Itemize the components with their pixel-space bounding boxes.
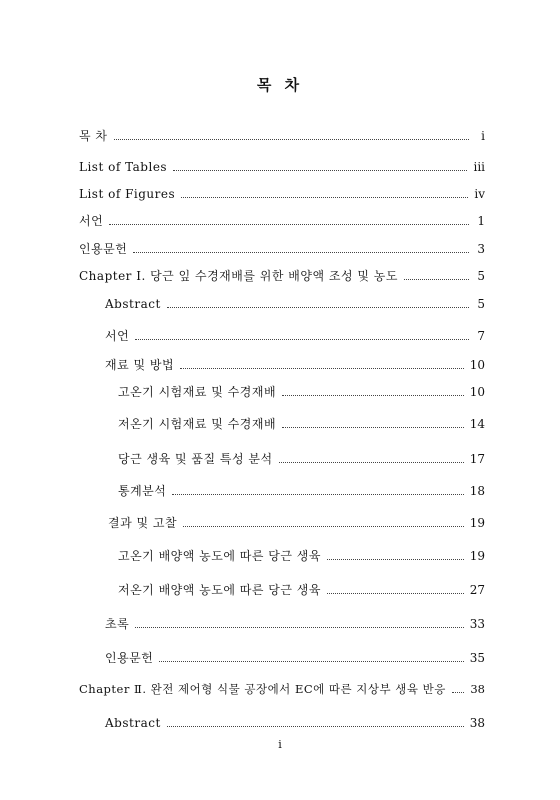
dot-leader — [181, 187, 468, 198]
toc-entry-page: 19 — [469, 549, 485, 563]
toc-entry-label: List of Figures — [79, 187, 176, 201]
toc-entry[interactable] — [79, 268, 485, 284]
dot-leader — [167, 297, 469, 308]
toc-entry[interactable] — [118, 416, 485, 432]
dot-leader — [183, 516, 464, 527]
toc-entry-page: 17 — [469, 452, 485, 466]
toc-entry[interactable] — [118, 548, 485, 564]
toc-entry[interactable] — [118, 384, 485, 400]
toc-entry[interactable] — [79, 213, 485, 229]
toc-entry-page: 27 — [469, 583, 485, 597]
dot-leader — [282, 385, 464, 396]
dot-leader — [173, 160, 467, 171]
toc-entry-label: 서언 — [79, 214, 104, 228]
toc-entry-label: 서언 — [105, 329, 130, 343]
toc-entry-page: 35 — [469, 651, 485, 665]
dot-leader — [172, 484, 463, 495]
toc-entry-page: iv — [474, 187, 485, 201]
toc-entry[interactable] — [79, 159, 485, 175]
toc-entry-page: 14 — [469, 417, 485, 431]
toc-entry-label: 초록 — [105, 617, 130, 631]
toc-entry[interactable] — [118, 451, 485, 467]
toc-entry[interactable] — [105, 650, 485, 666]
dot-leader — [327, 549, 464, 560]
toc-entry-page: 3 — [477, 242, 485, 256]
page-number-footer: i — [278, 738, 282, 751]
toc-entry-label: 목 차 — [79, 129, 108, 143]
dot-leader — [114, 129, 470, 140]
dot-leader — [135, 329, 469, 340]
toc-entry-page: 7 — [477, 329, 485, 343]
dot-leader — [452, 682, 465, 693]
toc-entry-page: 19 — [469, 516, 485, 530]
toc-entry-page: 33 — [469, 617, 485, 631]
toc-entry[interactable] — [105, 296, 485, 312]
toc-entry-label: Chapter Ⅰ. 당근 잎 수경재배를 위한 배양액 조성 및 농도 — [79, 269, 398, 283]
toc-entry[interactable] — [118, 582, 485, 598]
toc-entry[interactable] — [79, 241, 485, 257]
toc-entry-label: Abstract — [105, 297, 161, 311]
dot-leader — [404, 269, 469, 280]
toc-entry-label: 인용문헌 — [79, 242, 128, 256]
dot-leader — [135, 617, 464, 628]
toc-entry-page: iii — [473, 160, 485, 174]
toc-entry[interactable] — [79, 128, 485, 144]
toc-entry-page: 10 — [469, 358, 485, 372]
toc-entry-label: 저온기 시험재료 및 수경재배 — [118, 417, 277, 431]
dot-leader — [282, 417, 464, 428]
toc-entry[interactable] — [105, 715, 485, 731]
toc-entry[interactable] — [105, 357, 485, 373]
toc-entry-page: i — [481, 129, 485, 143]
dot-leader — [109, 214, 469, 225]
toc-entry[interactable] — [79, 681, 485, 697]
toc-entry-label: Chapter Ⅱ. 완전 제어형 식물 공장에서 EC에 따른 지상부 생육 반응 — [79, 682, 446, 696]
dot-leader — [180, 358, 464, 369]
toc-entry-page: 5 — [477, 297, 485, 311]
toc-entry-page: 5 — [477, 269, 485, 283]
toc-entry-label: 당근 생육 및 품질 특성 분석 — [118, 452, 273, 466]
toc-entry[interactable] — [118, 483, 485, 499]
toc-entry-page: 38 — [470, 682, 485, 696]
toc-entry-label: Abstract — [105, 716, 161, 730]
dot-leader — [327, 583, 464, 594]
toc-entry-page: 18 — [469, 484, 485, 498]
page-title: 목 차 — [256, 76, 304, 94]
dot-leader — [133, 242, 469, 253]
toc-entry-page: 10 — [469, 385, 485, 399]
toc-entry-page: 38 — [469, 716, 485, 730]
toc-entry-label: 인용문헌 — [105, 651, 154, 665]
toc-entry-label: List of Tables — [79, 160, 168, 174]
dot-leader — [167, 716, 464, 727]
toc-entry-label: 재료 및 방법 — [105, 358, 175, 372]
toc-entry[interactable] — [105, 328, 485, 344]
toc-entry-label: 통계분석 — [118, 484, 167, 498]
toc-entry-label: 저온기 배양액 농도에 따른 당근 생육 — [118, 583, 321, 597]
dot-leader — [159, 651, 463, 662]
toc-entry[interactable] — [79, 186, 485, 202]
toc-entry[interactable] — [105, 616, 485, 632]
toc-entry-label: 고온기 시험재료 및 수경재배 — [118, 385, 277, 399]
toc-entry-label: 고온기 배양액 농도에 따른 당근 생육 — [118, 549, 321, 563]
toc-entry[interactable] — [108, 515, 485, 531]
dot-leader — [279, 452, 464, 463]
toc-entry-page: 1 — [477, 214, 485, 228]
toc-entry-label: 결과 및 고찰 — [108, 516, 178, 530]
